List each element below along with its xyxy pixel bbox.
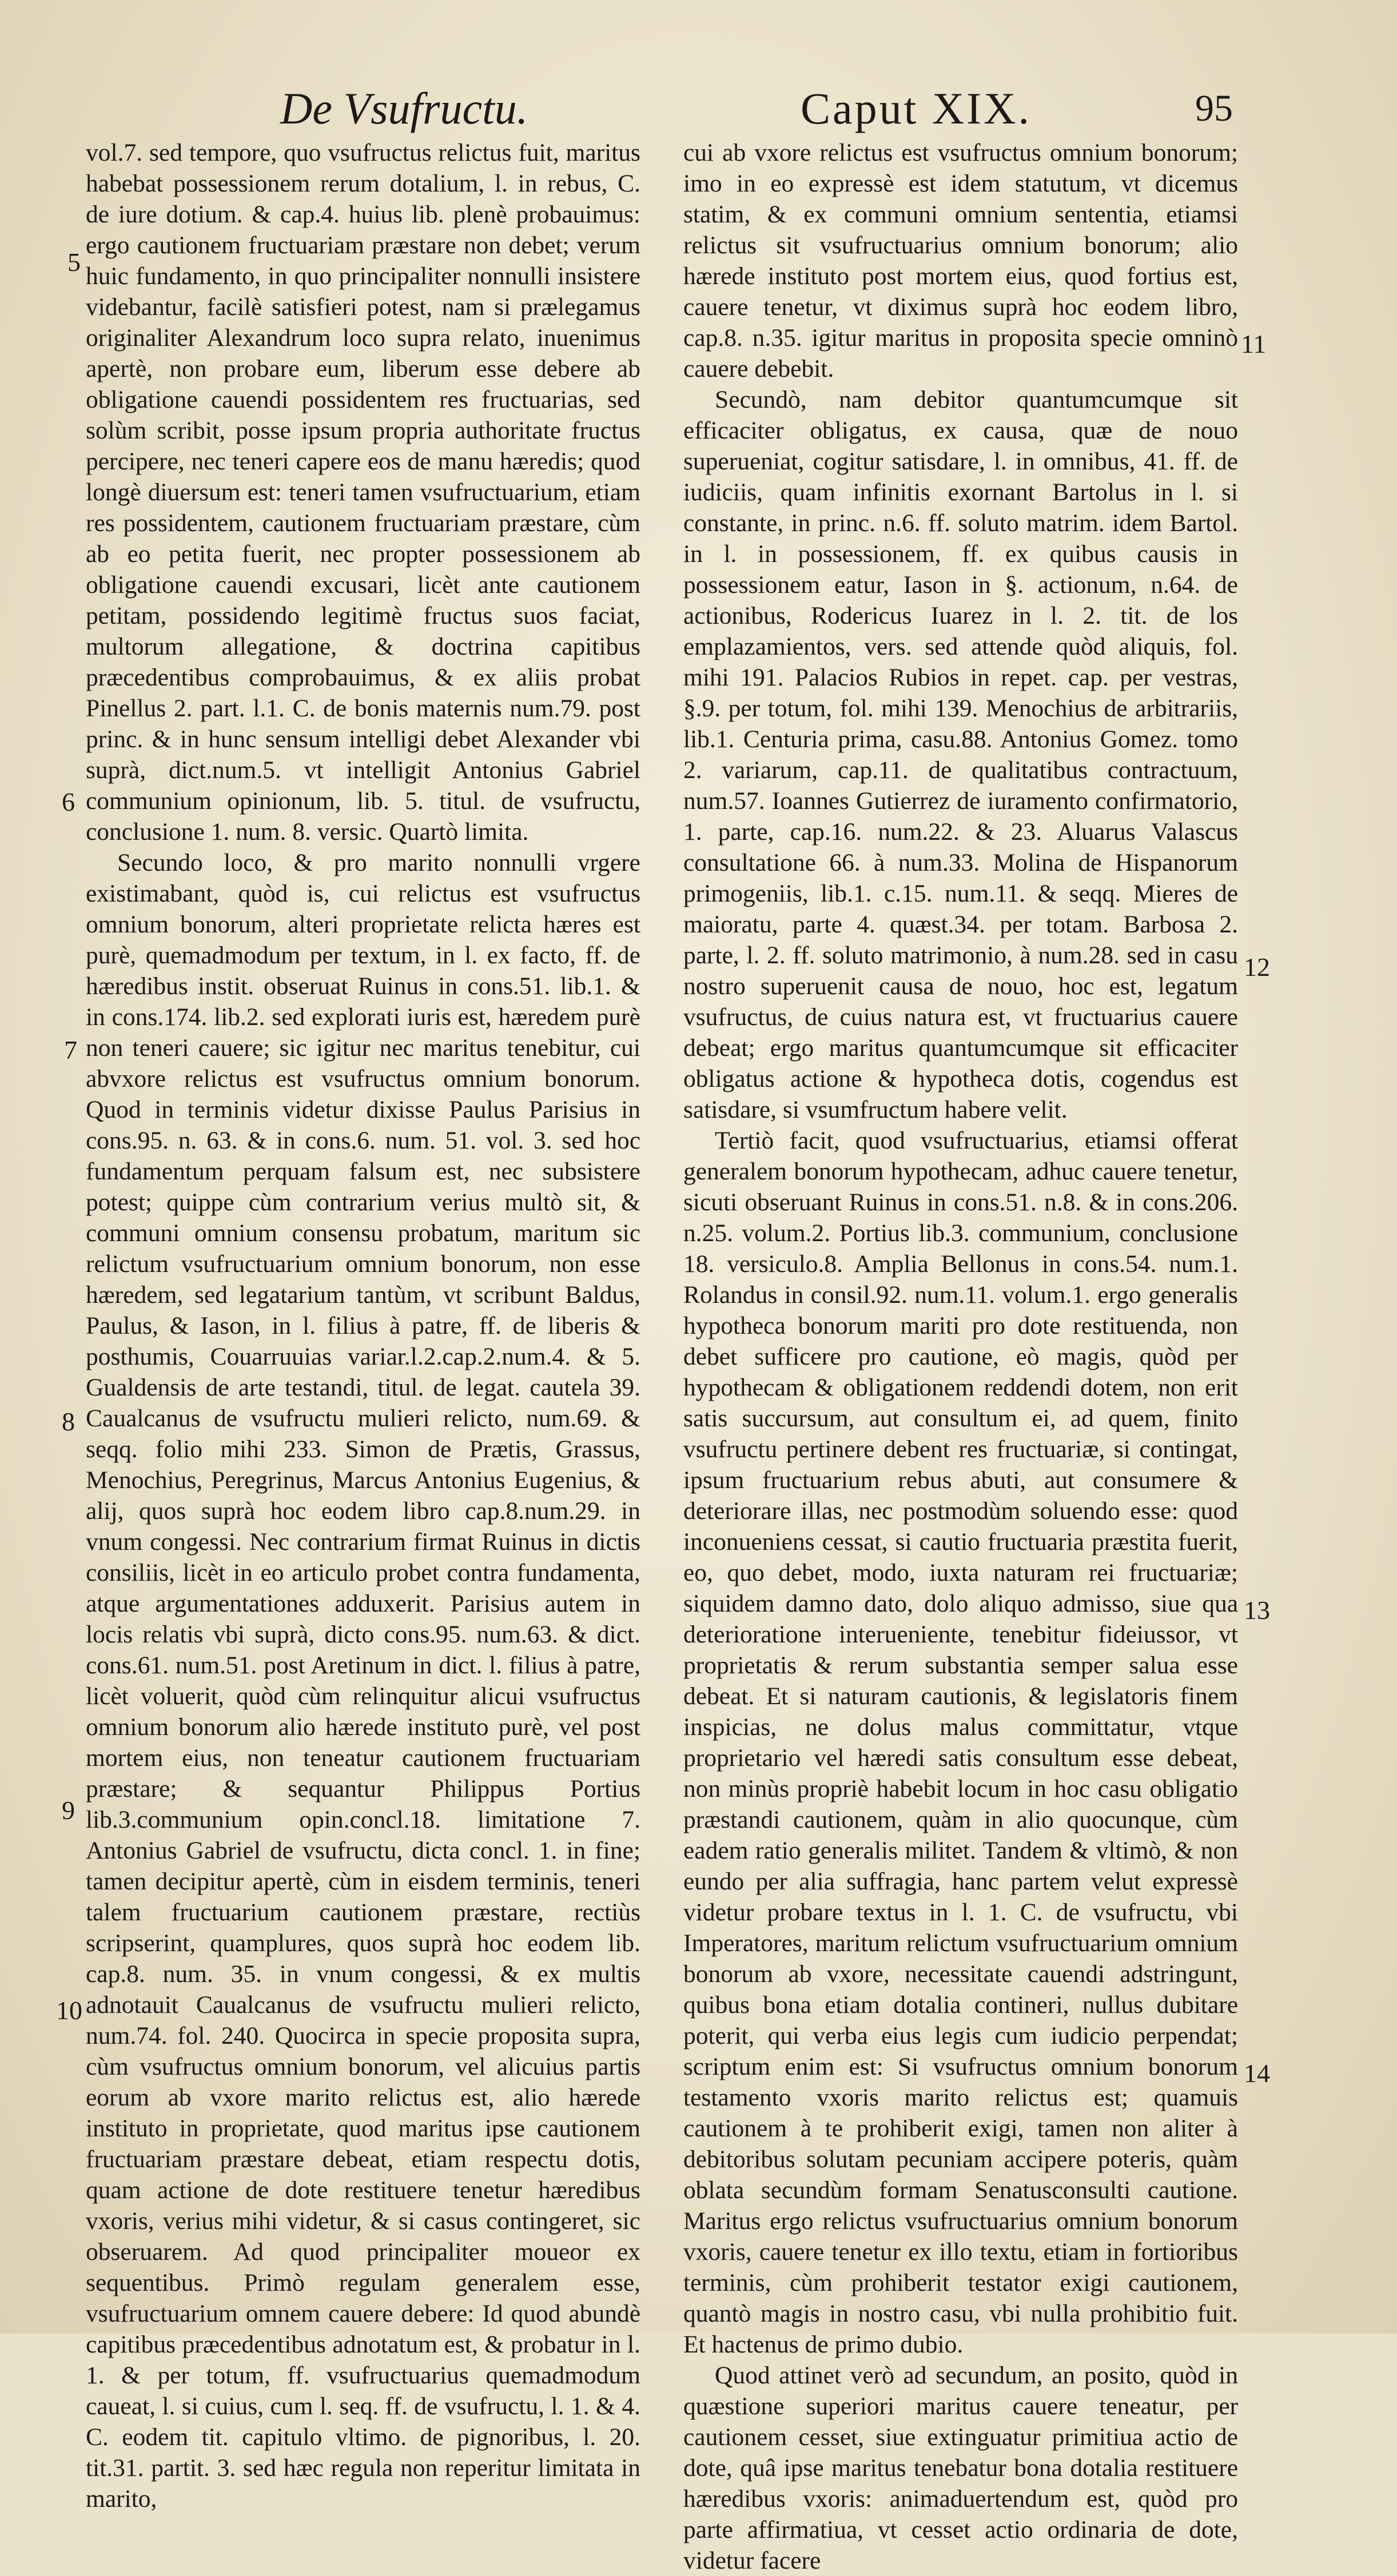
paragraph: Secundo loco, & pro marito nonnulli vrgere existimabant, quòd is, cui relictus est vsufructus omnium bonorum, alteri proprietate relicta hæres est purè, quemadmodum per textum, in l. ex facto, ff. de hæredibus instit. obseruat Ruinus in cons.51. lib.1. & in cons.174. lib.2. sed explorati iuris est, hæredem purè non teneri cauere; sic igitur nec maritus tenebitur, cui abvxore relictus est vsufructus omnium bonorum. Quod in terminis videtur dixisse Paulus Parisius in cons.95. n. 63. & in cons.6. num. 51. vol. 3. sed hoc fundamentum perquam falsum est, nec subsistere potest; quippe cùm contrarium verius multò sit, & communi omnium consensu probatum, maritum sic relictum vsufructuarium omnium bonorum, non esse hæredem, sed legatarium tantùm, vt scribunt Baldus, Paulus, & Iason, in l. filius à patre, ff. de liberis & posthumis, Couarruuias variar.l.2.cap.2.num.4. & 5. Gualdensis de arte testandi, titul. de legat. cautela 39. Caualcanus de vsufructu mulieri relicto, num.69. & seqq. folio mihi 233. Simon de Prætis, Grassus, Menochius, Peregrinus, Marcus Antonius Eugenius, & alij, quos suprà hoc eodem libro cap.8.num.29. in vnum congessi. Nec contrarium firmat Ruinus in dictis consiliis, licèt in eo articulo probet contra fundamenta, atque argumentationes adduxerit. Parisius autem in locis relatis vbi suprà, dicto cons.95. num.63. & dict. cons.61. num.51. post Aretinum in dict. l. filius à patre, licèt voluerit, quòd cùm relinquitur alicui vsufructus omnium bonorum alio hærede instituto purè, vel post mortem eius, non teneatur cautionem fructuariam præstare; & sequantur Philippus Portius lib.3.communium opin.concl.18. limitatione 7. Antonius Gabriel de vsufructu, dicta concl. 1. in fine; tamen decipitur apertè, cùm in eisdem terminis, teneri talem fructuarium cautionem præstare, rectiùs scripserint, quamplures, quos suprà hoc eodem lib. cap.8. num. 35. in vnum congessi, & ex multis adnotauit Caualcanus de vsufructu mulieri relicto, num.74. fol. 240. Quocirca in specie proposita supra, cùm vsufructus omnium bonorum, vel alicuius partis eorum ab vxore marito relictus est, alio hærede instituto in proprietate, quod maritus ipse cautionem fructuariam præstare debeat, etiam respectu dotis, quam actione de dote restituere tenetur hæredibus vxoris, verius mihi videtur, & si casus contingeret, sic obseruarem. Ad quod principaliter moueor ex sequentibus. Primò regulam generalem esse, vsufructuarium omnem cauere debere: Id quod abundè capitibus præcedentibus adnotatum est, & probatur in l. 1. & per totum, ff. vsufructuarius quemadmodum caueat, l. si cuius, cum l. seq. ff. de vsufructu, l. 1. & 4. C. eodem tit. capitulo vltimo. de pignoribus, l. 20. tit.31. partit. 3. sed hæc regula non reperitur limitata in marito, xyxy=(86,849,640,2513)
margin-number: 13 xyxy=(1244,1596,1270,1625)
margin-number: 12 xyxy=(1244,952,1270,982)
margin-number: 7 xyxy=(64,1035,77,1064)
paragraph: Quod attinet verò ad secundum, an posito, quòd in quæstione superiori maritus cauere teneatur, per cautionem cesset, siue extinguatur primitiua actio de dote, quâ ipse maritus tenebatur bona dotalia restituere hæredibus vxoris: animaduertendum est, quòd pro parte affirmatiua, vt cesset actio ordinaria de dote, videtur facere xyxy=(683,2362,1238,2574)
left-text-column xyxy=(86,137,640,2514)
running-title: De Vsufructu. xyxy=(280,83,528,133)
margin-number: 10 xyxy=(56,1996,82,2025)
margin-number: 14 xyxy=(1244,2059,1270,2088)
paragraph: vol.7. sed tempore, quo vsufructus relictus fuit, maritus habebat possessionem rerum dotalium, l. in rebus, C. de iure dotium. & cap.4. huius lib. plenè probauimus: ergo cautionem fructuariam præstare non debet; verum huic fundamento, in quo principaliter nonnulli insistere videbantur, facilè satisfieri potest, nam si prælegamus originaliter Alexandrum loco supra relato, inuenimus apertè, non probare eum, liberum esse debere ab obligatione cauendi possidentem res fructuarias, sed solùm scribit, posse ipsum propria authoritate fructus percipere, nec teneri capere eos de manu hæredis; quod longè diuersum est: teneri tamen vsufructuarium, etiam res possidentem, cautionem fructuariam præstare, cùm ab eo petita fuerit, nec propter possessionem ab obligatione cauendi excusari, licèt ante cautionem petitam, possidendo legitimè fructus suos faciat, multorum allegatione, & doctrina capitibus præcedentibus comprobauimus, & ex aliis probat Pinellus 2. part. l.1. C. de bonis maternis num.79. post princ. & in hunc sensum intelligi debet Alexander vbi suprà, dict.num.5. vt intelligit Antonius Gabriel communium opinionum, lib. 5. titul. de vsufructu, conclusione 1. num. 8. versic. Quartò limita. xyxy=(86,139,640,846)
paragraph: Secundò, nam debitor quantumcumque sit efficaciter obligatus, ex causa, quæ de nouo superueniat, cogitur satisdare, l. in omnibus, 41. ff. de iudiciis, quam infinitis exornant Bartolus in l. si constante, in princ. n.6. ff. soluto matrim. idem Bartol. in l. in possessionem, ff. ex quibus causis in possessionem eatur, Iason in §. actionum, n.64. de actionibus, Rodericus Iuarez in l. 2. tit. de los emplazamientos, vers. sed attende quòd aliquis, fol. mihi 191. Palacios Rubios in repet. cap. per vestras, §.9. per totum, fol. mihi 139. Menochius de arbitrariis, lib.1. Centuria prima, casu.88. Antonius Gomez. tomo 2. variarum, cap.11. de qualitatibus contractuum, num.57. Ioannes Gutierrez de iuramento confirmatorio, 1. parte, cap.16. num.22. & 23. Aluarus Valascus consultatione 66. à num.33. Molina de Hispanorum primogeniis, lib.1. c.15. num.11. & seqq. Mieres de maioratu, parte 4. quæst.34. per totam. Barbosa 2. parte, l. 2. ff. soluto matrimonio, à num.28. sed in casu nostro superuenit causa de nouo, hoc est, legatum vsufructus, de cuius natura est, vt fructuarius cauere debeat; ergo maritus quantumcumque sit efficaciter obligatus actione & hypotheca dotis, cogendus est satisdare, si vsumfructum habere velit. xyxy=(683,386,1238,1123)
running-header xyxy=(0,77,1397,140)
chapter-title: Caput XIX. xyxy=(801,83,1032,133)
margin-number: 6 xyxy=(62,787,75,816)
margin-number: 5 xyxy=(67,248,81,277)
margin-number: 8 xyxy=(62,1407,75,1436)
paragraph: Tertiò facit, quod vsufructuarius, etiamsi offerat generalem bonorum hypothecam, adhuc cauere tenetur, sicuti obseruant Ruinus in cons.51. n.8. & in cons.206. n.25. volum.2. Portius lib.3. communium, conclusione 18. versiculo.8. Amplia Bellonus in cons.54. num.1. Rolandus in consil.92. num.11. volum.1. ergo generalis hypotheca bonorum mariti pro dote restituenda, non debet sufficere pro cautione, eò magis, quòd per hypothecam & obligationem reddendi dotem, non erit satis succursum, aut consultum ei, ad quem, finito vsufructu pertinere debent res fructuariæ, si contingat, ipsum fructuarium rebus abuti, aut consumere & deteriorare illas, nec postmodùm soluendo esse: quod inconueniens cessat, si cautio fructuaria præstita fuerit, eo, quo debet, modo, iuxta naturam rei fructuariæ; siquidem damno dato, dolo aliquo admisso, siue qua deterioratione interueniente, tenebitur fideiussor, vt proprietatis & rerum substantia semper salua esse debeat. Et si naturam cautionis, & legislatoris finem inspicias, ne dolus malus committatur, vtque proprietario vel hæredi satis consultum esse debeat, non minùs propriè habebit locum in hoc casu obligatio præstandi cautionem, quàm in alio quocunque, cùm eadem ratio generalis militet. Tandem & vltimò, & non eundo per alia suffragia, hanc partem velut expressè videtur probare textus in l. 1. C. de vsufructu, vbi Imperatores, maritum relictum vsufructuarium omnium bonorum ab vxore, necessitate cauendi adstringunt, quibus bona etiam dotalia contineri, nullus dubitare poterit, qui verba eius legis cum iudicio perpendat; scriptum enim est: Si vsufructus omnium bonorum testamento vxoris marito relictus est; quamuis cautionem à te prohiberit exigi, tamen non aliter à debitoribus solutam pecuniam accipere poteris, quàm oblata secundùm formam Senatusconsulti cautione. Maritus ergo relictus vsufructuarius omnium bonorum vxoris, cauere tenetur ex illo textu, etiam in fortioribus terminis, cùm prohiberit testator exigi cautionem, quantò magis in nostro casu, vbi nulla prohibitio fuit. Et hactenus de primo dubio. xyxy=(683,1127,1238,2358)
margin-number: 11 xyxy=(1241,329,1267,358)
paragraph: cui ab vxore relictus est vsufructus omnium bonorum; imo in eo expressè est idem statutum, vt dicemus statim, & ex communi omnium sententia, etiamsi relictus sit vsufructuarius omnium bonorum; alio hærede instituto post mortem eius, quod fortius est, cauere tenetur, vt diximus suprà hoc eodem libro, cap.8. n.35. igitur maritus in proposita specie omninò cauere debebit. xyxy=(683,139,1238,382)
page-number: 95 xyxy=(1195,87,1233,129)
margin-number: 9 xyxy=(62,1796,75,1825)
right-text-column xyxy=(683,137,1238,2576)
